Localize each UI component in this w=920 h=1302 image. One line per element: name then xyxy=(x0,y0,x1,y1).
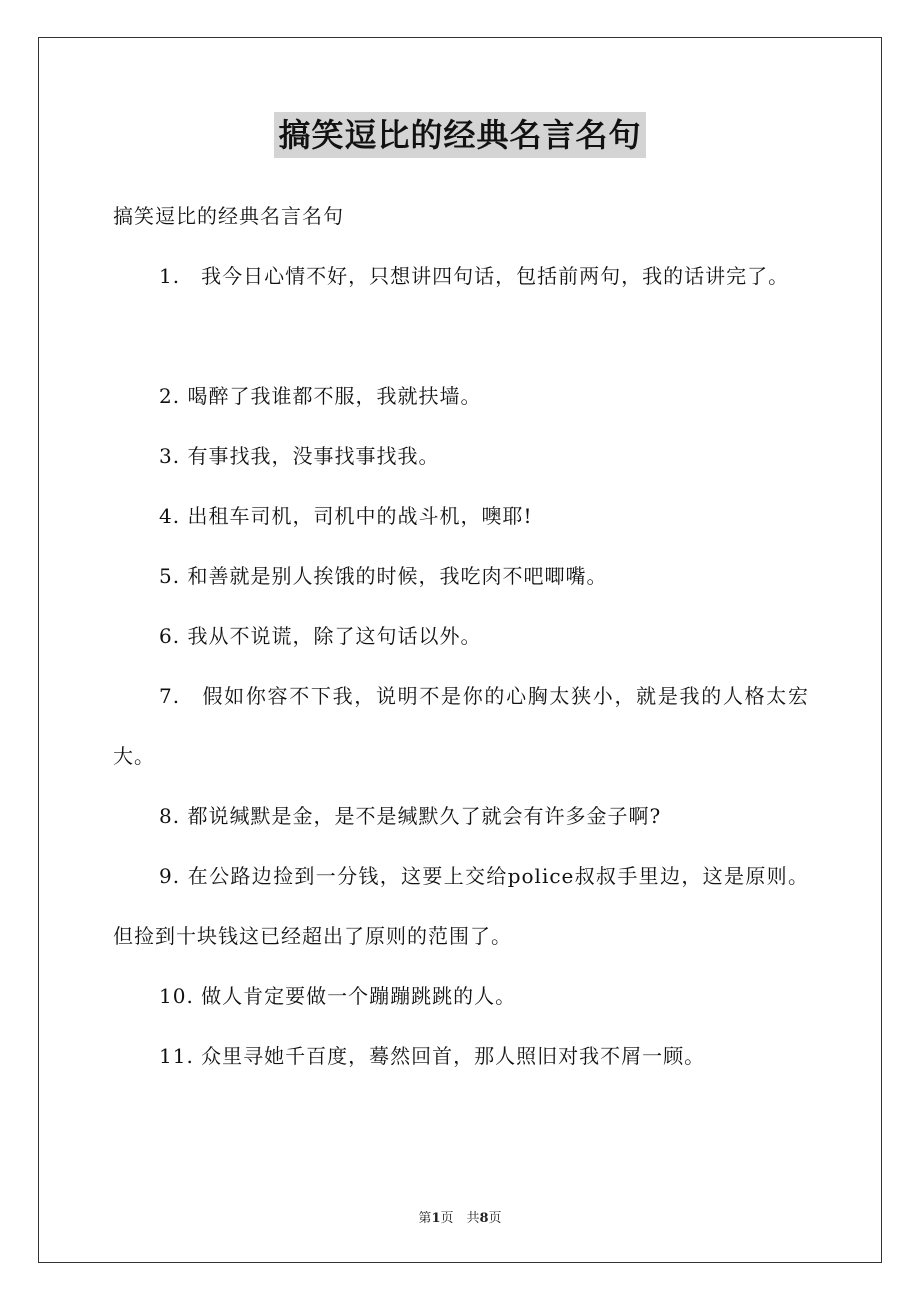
quote-item-4: 4. 出租车司机，司机中的战斗机，噢耶! xyxy=(159,504,533,528)
quote-item-7: 7. 假如你容不下我，说明不是你的心胸太狭小，就是我的人格太宏大。 xyxy=(113,684,809,768)
footer-page-middle: 页 共 xyxy=(440,1211,480,1226)
footer-page-suffix: 页 xyxy=(488,1211,502,1226)
document-title: 搞笑逗比的经典名言名句 xyxy=(274,112,645,158)
document-title-wrapper xyxy=(0,112,920,158)
quote-item-6: 6. 我从不说谎，除了这句话以外。 xyxy=(159,624,482,648)
quote-item-1: 1. 我今日心情不好，只想讲四句话，包括前两句，我的话讲完了。 xyxy=(159,264,790,288)
quote-item-11: 11. 众里寻她千百度，蓦然回首，那人照旧对我不屑一顾。 xyxy=(159,1044,706,1068)
quote-item-5: 5. 和善就是别人挨饿的时候，我吃肉不吧唧嘴。 xyxy=(159,564,608,588)
quote-item-3: 3. 有事找我，没事找事找我。 xyxy=(159,444,440,468)
quote-item-9: 9. 在公路边捡到一分钱，这要上交给police叔叔手里边，这是原则。但捡到十块钱这已经超出了原则的范围了。 xyxy=(113,864,809,948)
document-body xyxy=(113,186,809,1086)
intro-paragraph: 搞笑逗比的经典名言名句 xyxy=(113,204,344,228)
paragraph-gap xyxy=(113,306,809,366)
page-footer xyxy=(0,1207,920,1226)
quote-item-2: 2. 喝醉了我谁都不服，我就扶墙。 xyxy=(159,384,482,408)
footer-page-current: 1 xyxy=(431,1211,441,1226)
quote-item-8: 8. 都说缄默是金，是不是缄默久了就会有许多金子啊? xyxy=(159,804,662,828)
quote-item-10: 10. 做人肯定要做一个蹦蹦跳跳的人。 xyxy=(159,984,517,1008)
footer-page-prefix: 第 xyxy=(418,1211,432,1226)
footer-page-total: 8 xyxy=(479,1211,489,1226)
